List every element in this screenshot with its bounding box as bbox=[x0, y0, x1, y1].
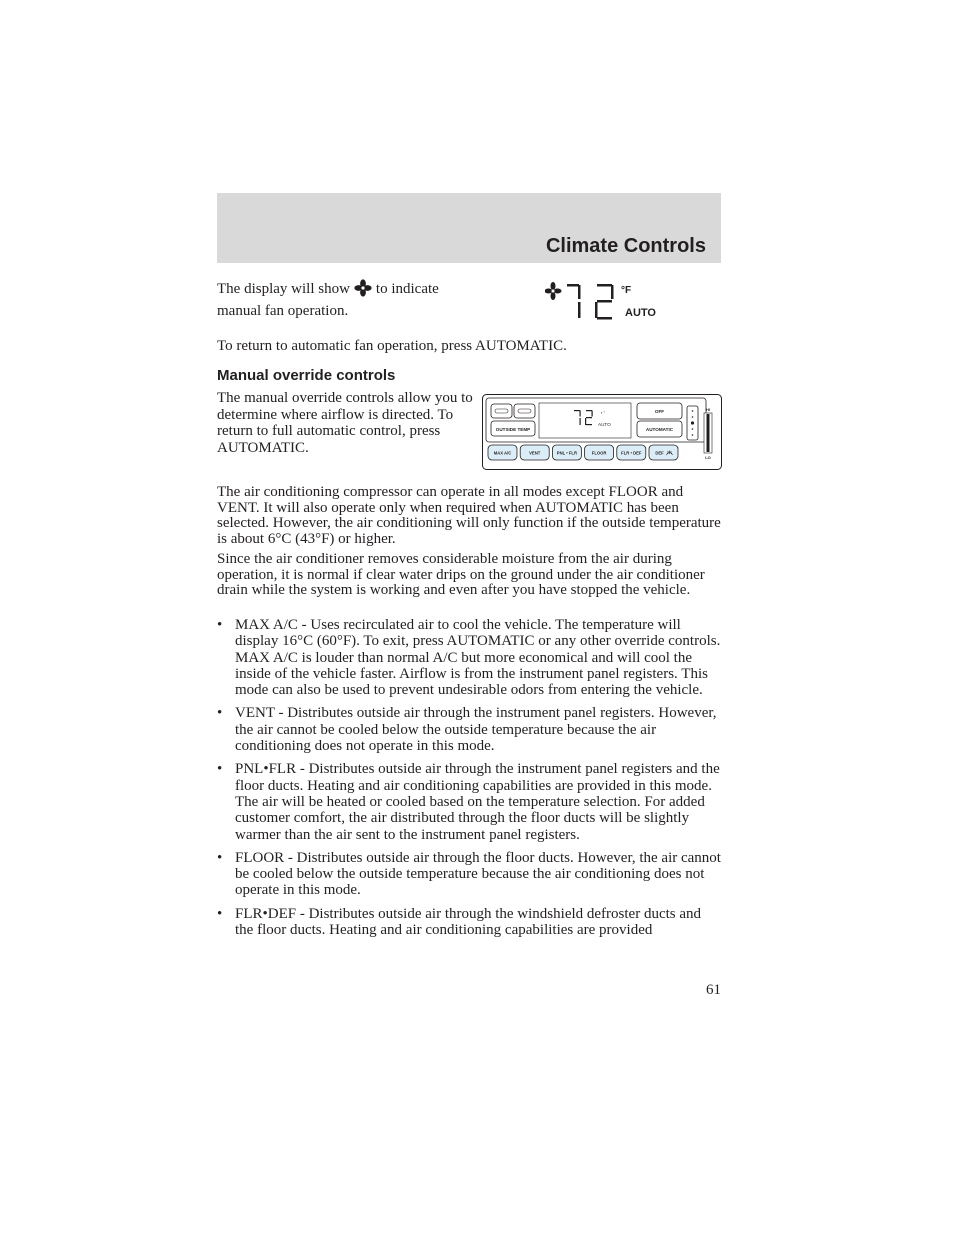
list-item bbox=[217, 617, 722, 698]
automatic-label: AUTOMATIC bbox=[645, 427, 674, 432]
bullet-text: FLR•DEF - Distributes outside air through the windshield defroster ducts and the floor ducts. Heating and air conditioning capabilities are provided bbox=[235, 905, 702, 939]
list-item bbox=[217, 761, 722, 842]
svg-text:▪ °: ▪ ° bbox=[601, 410, 606, 415]
fan-note-text-after: to indicate manual fan operation. bbox=[217, 281, 439, 319]
mode-button-label: FLR • DEF bbox=[621, 450, 642, 456]
bullet: • bbox=[217, 617, 223, 633]
display-mode: AUTO bbox=[625, 307, 656, 319]
return-instruction: To return to automatic fan operation, press AUTOMATIC. bbox=[217, 338, 567, 354]
fan-icon bbox=[354, 279, 372, 302]
outside-temp-label: OUTSIDE TEMP bbox=[495, 427, 531, 432]
climate-control-panel-illustration bbox=[482, 394, 722, 470]
bullet: • bbox=[217, 705, 223, 722]
list-item bbox=[217, 705, 722, 754]
bullet-text: VENT - Distributes outside air through the instrument panel registers. However, the air cannot be cooled below the outside temperature because the air conditioning does not operate in this mode. bbox=[235, 705, 717, 755]
paragraph-moisture: Since the air conditioner removes considerable moisture from the air during operation, it is normal if clear water drips on the ground under the air conditioner drain while the system is working and even after you have stopped the vehicle. bbox=[217, 551, 705, 598]
off-label: OFF bbox=[654, 409, 665, 414]
fan-note bbox=[217, 279, 447, 320]
panel-small-button-right bbox=[514, 404, 535, 418]
bullet: • bbox=[217, 849, 223, 866]
paragraph-compressor: The air conditioning compressor can operate in all modes except FLOOR and VENT. It will also operate only when required when AUTOMATIC has been selected. However, the air conditioning will only function if the outside temperature is about 6°C (43°F) or higher. bbox=[217, 484, 721, 547]
mode-button-label: FLOOR bbox=[591, 450, 607, 456]
panel-lcd-auto: AUTO bbox=[598, 422, 611, 427]
mode-button-label: DEF bbox=[655, 450, 664, 456]
header-band bbox=[217, 193, 721, 263]
manual-override-heading: Manual override controls bbox=[217, 367, 396, 384]
lo-label: LO bbox=[705, 455, 711, 460]
mode-button-label: VENT bbox=[529, 450, 541, 456]
bullet-text: MAX A/C - Uses recirculated air to cool the vehicle. The temperature will display 16°C (60°F). To exit, press AUTOMATIC or any other override controls. MAX A/C is louder than normal A/C but more economical and will cool the inside of the vehicle faster. Airflow is from the instrument panel registers. This mode can also be used to prevent undesirable odors from entering the vehicle. bbox=[235, 617, 721, 699]
fan-note-text-before: The display will show bbox=[217, 281, 350, 297]
fan-icon bbox=[545, 282, 562, 300]
hi-label: HI bbox=[706, 407, 710, 412]
list-item bbox=[217, 850, 722, 899]
section-title: Climate Controls bbox=[545, 235, 706, 257]
page-number: 61 bbox=[706, 982, 721, 998]
mode-button-label: PNL • FLR bbox=[556, 450, 578, 456]
bullet-text: PNL•FLR - Distributes outside air through the instrument panel registers and the floor ducts. Heating and air conditioning capabilities are provided in this mode. The air will be heated or cooled based on the temperature selection. For added customer comfort, the air distributed through the floor ducts will be slightly warmer than the air sent to the instrument panel registers. bbox=[235, 761, 720, 843]
display-unit: °F bbox=[621, 285, 632, 296]
mode-bullet-list bbox=[217, 617, 722, 945]
manual-override-text: The manual override controls allow you to determine where airflow is directed. To return to full automatic control, press AUTOMATIC. bbox=[217, 390, 473, 456]
bullet-text: FLOOR - Distributes outside air through the floor ducts. However, the air cannot be cooled below the outside temperature because the air conditioning does not operate in this mode. bbox=[235, 849, 721, 899]
bullet: • bbox=[217, 761, 223, 778]
mode-button-label: MAX A/C bbox=[493, 450, 512, 456]
digit-7 bbox=[567, 284, 581, 318]
panel-small-button-left bbox=[491, 404, 512, 418]
list-item bbox=[217, 906, 722, 939]
digit-2 bbox=[595, 284, 614, 320]
bullet: • bbox=[217, 905, 223, 922]
